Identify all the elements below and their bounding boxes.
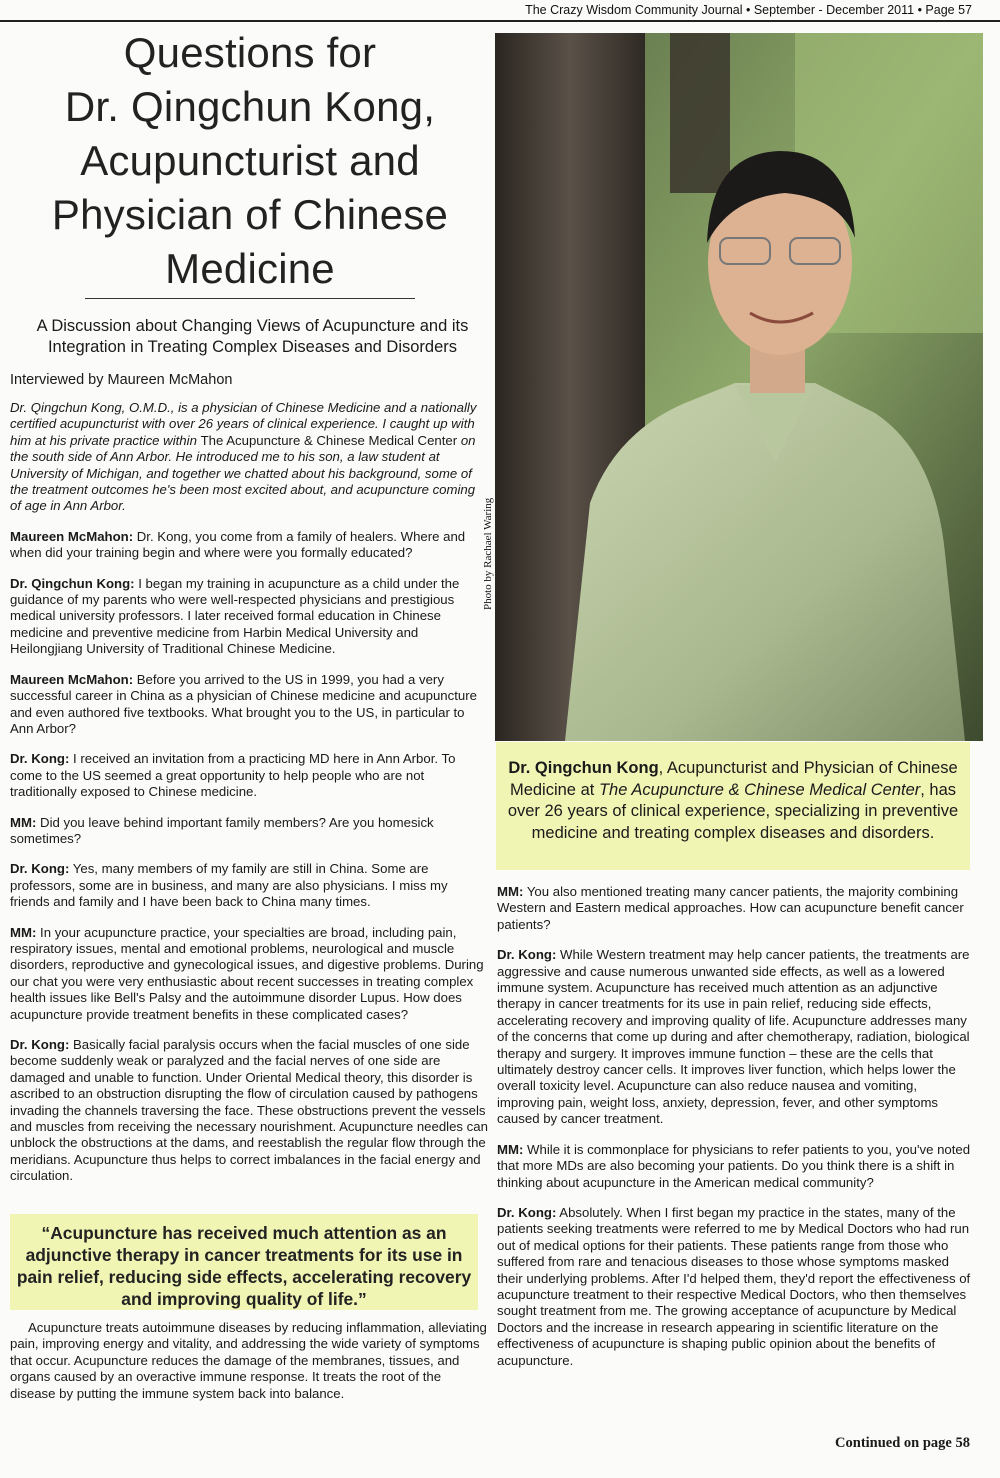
caption-org: The Acupuncture & Chinese Medical Center	[598, 780, 921, 799]
intro-part1: Dr. Qingchun Kong, O.M.D., is a physician of Chinese Medicine and a nationally certified acupuncturist with over 26 years of clinical experience. I caught up with him at his private practice within	[10, 400, 477, 448]
page-title	[30, 26, 470, 296]
qa-paragraph	[497, 884, 975, 933]
portrait-illustration	[495, 33, 983, 741]
qa-paragraph	[10, 815, 488, 848]
intro-paragraph	[10, 400, 488, 515]
qa-paragraph	[497, 947, 975, 1127]
qa-paragraph	[10, 751, 488, 800]
qa-paragraph	[497, 1142, 975, 1191]
qa-paragraph	[10, 925, 488, 1023]
speaker: Maureen McMahon:	[10, 671, 134, 687]
qa-paragraph	[10, 672, 488, 738]
caption-part1: , Acupuncturist and Physician of Chinese Medicine at	[509, 759, 958, 799]
qa-paragraph	[10, 861, 488, 910]
speaker: Dr. Kong:	[497, 1204, 557, 1220]
closing-paragraph: Acupuncture treats autoimmune diseases by reducing inflammation, alleviating pain, improving energy and vitality, and addressing the wide variety of symptoms that occur. Acupuncture reduces the damage of the membranes, tissues, and organs caused by an overactive immune response. It treats the root of the disease by putting the immune system back into balance.	[10, 1320, 487, 1401]
speaker: MM:	[10, 814, 37, 830]
byline: Interviewed by Maureen McMahon	[10, 372, 233, 388]
speaker: Dr. Kong:	[10, 751, 70, 767]
speaker: Dr. Kong:	[497, 947, 557, 963]
speaker: Dr. Qingchun Kong:	[10, 575, 135, 591]
intro-org: The Acupuncture & Chinese Medical Center	[200, 432, 458, 448]
intro-part2: on the south side of Ann Arbor. He introduced me to his son, a law student at University of Michigan, and together we chatted about his background, some of the treatment outcomes he's been most excited about, and acupuncture coming of age in Ann Arbor.	[10, 432, 476, 514]
speaker: Maureen McMahon:	[10, 528, 134, 544]
qa-paragraph	[497, 1205, 975, 1369]
speaker: MM:	[497, 884, 524, 899]
qa-text: Before you arrived to the US in 1999, you had a very successful career in China as a physician of Chinese medicine and acupuncture and even authored five textbooks. What brought you to the US, in particular to Ann Arbor?	[10, 671, 477, 736]
header-rule	[0, 20, 1000, 22]
title-divider	[85, 298, 415, 299]
subtitle-line: A Discussion about Changing Views of Acupuncture and its	[36, 317, 469, 335]
caption-part2: , has over 26 years of clinical experience, specializing in preventive medicine and treating complex diseases and disorders.	[507, 780, 959, 842]
qa-text: While Western treatment may help cancer patients, the treatments are aggressive and cause numerous unwanted side effects, as well as a lowered immune system. Acupuncture has received much attention as an adjunctive therapy in cancer treatments for its use in pain relief, reducing side effects, accelerating recovery and improving quality of life. Acupuncture addresses many of the concerns that come up during and after chemotherapy, radiation, biological therapy and surgery. It improves immune function – these are the cells that ultimately destroy cancer cells. It improves liver function, which helps lower the overall toxicity level. Acupuncture can also reduce nausea and vomiting, improving pain, weight loss, anxiety, depression, fever, and other symptoms caused by cancer treatment.	[497, 947, 970, 1127]
qa-text: I received an invitation from a practicing MD here in Ann Arbor. To come to the US seemed a great opportunity to help people who are not traditionally exposed to Chinese medicine.	[10, 751, 456, 800]
title-line: Questions for	[123, 29, 377, 76]
subtitle	[15, 316, 490, 358]
qa-text: In your acupuncture practice, your specialties are broad, including pain, respiratory issues, mental and emotional problems, neurological and muscle disorders, reproductive and gynecological issues, and digestive problems. During our chat you were very enthusiastic about recent successes in treating complex health issues like Bell's Palsy and the autoimmune disorder Lupus. How does acupuncture provide treatment benefits in these complicated cases?	[10, 924, 484, 1022]
qa-text: Yes, many members of my family are still in China. Some are professors, some are in business, and many are also physicians. I miss my friends and family and I have been back to China many times.	[10, 861, 448, 910]
qa-text: Did you leave behind important family members? Are you homesick sometimes?	[10, 814, 434, 846]
speaker: Dr. Kong:	[10, 861, 70, 877]
qa-text: Absolutely. When I first began my practice in the states, many of the patients seeking treatments were referred to me by Medical Doctors who had run out of medical options for their patients. These patients range from those who suffered from rare and tenacious diseases to those whose symptoms masked their underlying problems. After I'd helped them, they'd report the effectiveness of acupuncture treatment to their respective Medical Doctors, who then themselves sought treatment from me. The growing acceptance of acupuncture by Medical Doctors and the increase in research appearing in scientific literature on the effectiveness of acupuncture is shaping public opinion about the benefits of acupuncture.	[497, 1204, 971, 1368]
running-head: The Crazy Wisdom Community Journal • September - December 2011 • Page 57	[525, 3, 972, 17]
title-line: Acupuncturist and	[80, 137, 420, 184]
qa-text: I began my training in acupuncture as a child under the guidance of my parents who were well-respected physicians and prestigious medical university professors. I later received formal education in Chinese medicine and preventive medicine from Harbin Medical University and Heilongjiang University of Traditional Chinese Medicine.	[10, 575, 460, 657]
qa-text: Basically facial paralysis occurs when the facial muscles of one side become suddenly weak or paralyzed and the facial nerves of one side are damaged and unable to function. Under Oriental Medical theory, this disorder is ascribed to an obstruction disrupting the flow of circulation caused by pathogens invading the channels traversing the face. These obstructions prevent the vessels and muscles from receiving the necessary nourishment. Acupuncture needles can unblock the obstructions at the dams, and reestablish the regular flow through the meridians. Acupuncture thus helps to correct imbalances in the facial energy and circulation.	[10, 1037, 488, 1184]
subtitle-line: Integration in Treating Complex Diseases and Disorders	[47, 338, 458, 356]
title-line: Physician of Chinese	[51, 191, 449, 238]
photo-credit: Photo by Rachael Waring	[482, 497, 494, 610]
qa-text: You also mentioned treating many cancer patients, the majority combining Western and Eastern medical approaches. How can acupuncture benefit cancer patients?	[497, 884, 964, 932]
qa-text: Dr. Kong, you come from a family of healers. Where and when did your training begin and where were you formally educated?	[10, 528, 466, 561]
qa-text: While it is commonplace for physicians to refer patients to you, you've noted that more MDs are also becoming your patients. Do you think there is a shift in thinking about acupuncture in the American medical community?	[497, 1141, 971, 1190]
title-line: Medicine	[165, 245, 335, 292]
speaker: Dr. Kong:	[10, 1037, 70, 1052]
title-line: Dr. Qingchun Kong,	[64, 83, 436, 130]
photo-caption	[496, 742, 970, 870]
speaker: MM:	[10, 924, 37, 940]
pull-quote: “Acupuncture has received much attention as an adjunctive therapy in cancer treatments for its use in pain relief, reducing side effects, accelerating recovery and improving quality of life.”	[10, 1214, 478, 1310]
qa-paragraph	[10, 576, 488, 658]
right-column	[497, 884, 975, 1383]
caption-name: Dr. Qingchun Kong	[508, 759, 659, 777]
portrait-photo	[495, 33, 983, 741]
left-column	[10, 400, 488, 1199]
continued-link[interactable]: Continued on page 58	[835, 1435, 970, 1451]
qa-paragraph	[10, 529, 488, 562]
qa-paragraph	[10, 1037, 488, 1185]
speaker: MM:	[497, 1141, 524, 1157]
